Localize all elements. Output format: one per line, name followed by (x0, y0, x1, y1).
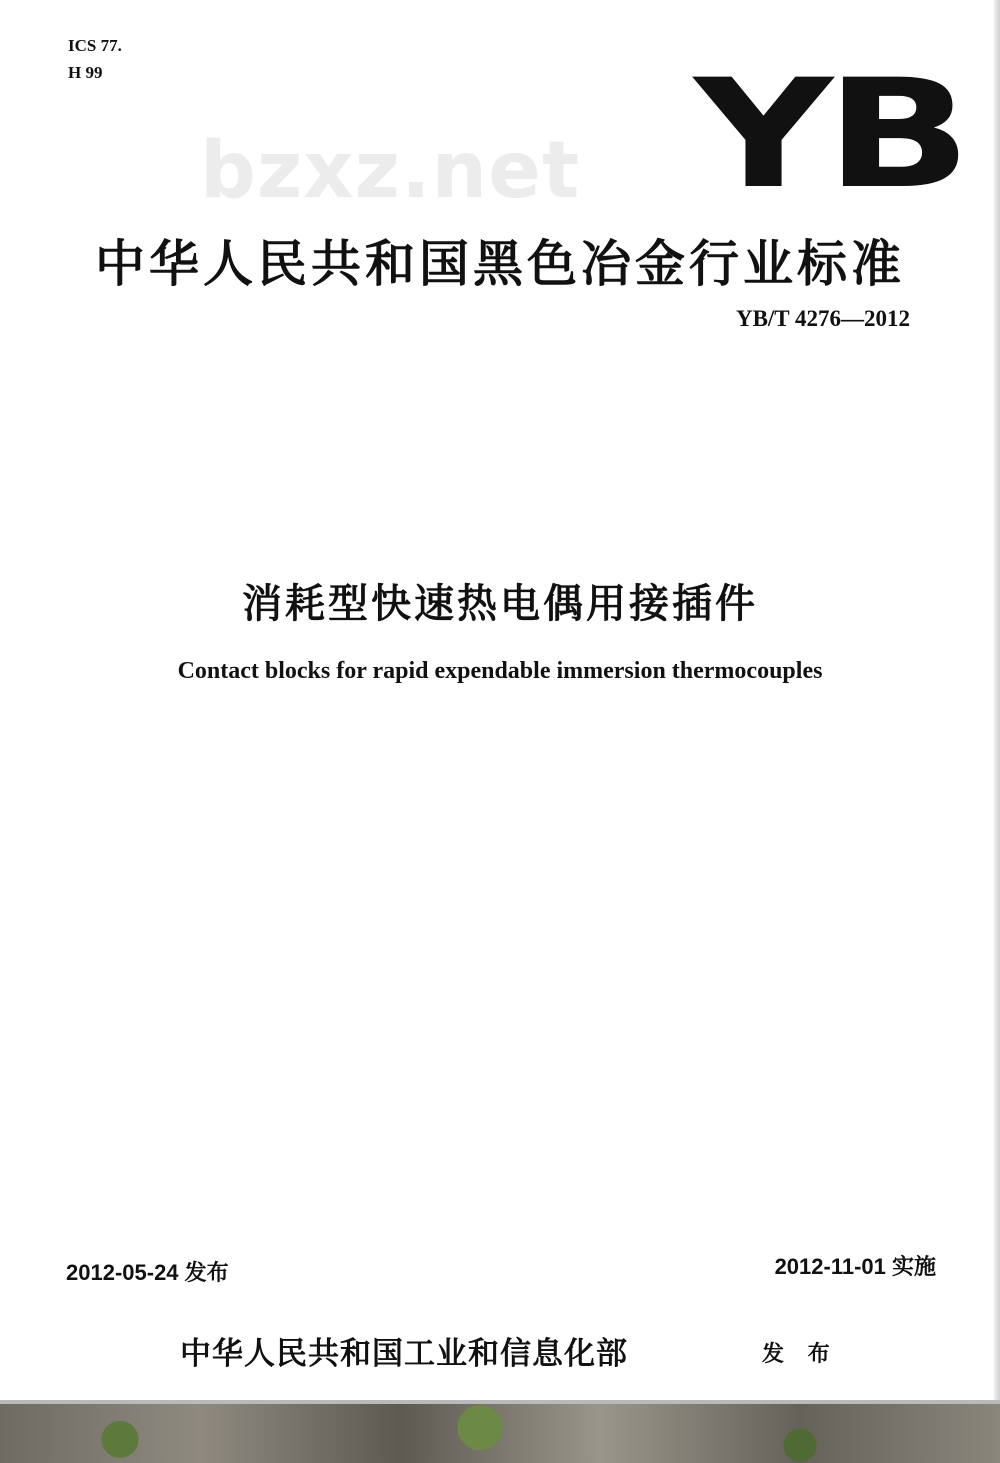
background-photo-strip (0, 1400, 1000, 1463)
classification-codes (68, 32, 122, 86)
ics-code: ICS 77. (68, 36, 122, 55)
standard-number: YB/T 4276—2012 (735, 306, 910, 331)
chinese-title: 消耗型快速热电偶用接插件 (242, 581, 758, 627)
watermark: bzxz.net (200, 126, 581, 216)
publish-label: 发 布 (762, 1342, 838, 1367)
yb-logo: YB (694, 48, 965, 222)
page-edge-shadow (994, 0, 1000, 1400)
ccs-code: H 99 (68, 63, 103, 82)
publisher-name: 中华人民共和国工业和信息化部 (180, 1336, 628, 1372)
implementation-date: 2012-11-01 实施 (774, 1254, 936, 1279)
english-title: Contact blocks for rapid expendable immersion thermocouples (177, 658, 823, 684)
org-title: 中华人民共和国黑色冶金行业标准 (95, 235, 905, 293)
issue-date: 2012-05-24 发布 (66, 1260, 229, 1285)
